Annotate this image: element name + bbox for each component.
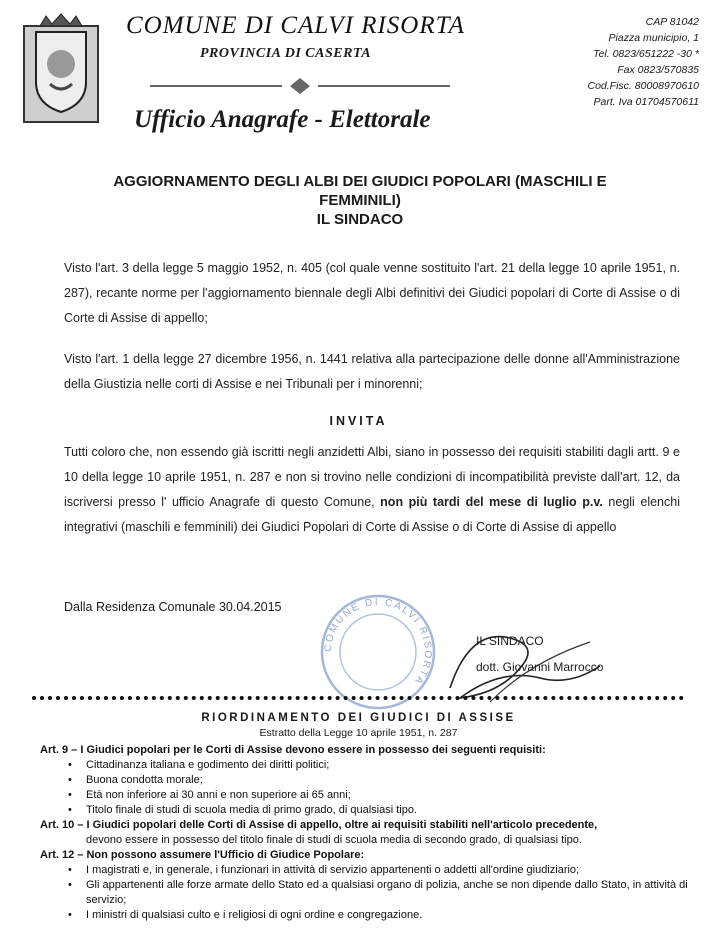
list-item: • Età non inferiore ai 30 anni e non superiore ai 65 anni; xyxy=(86,788,690,803)
signature-name: dott. Giovanni Marrocco xyxy=(476,660,604,674)
contact-tax-code: Cod.Fisc. 80008970610 xyxy=(587,80,699,92)
invitation-text-a: Tutti coloro che, non essendo già iscritti negli anzidetti Albi, siano in possesso dei requisiti stabiliti dagli artt. 9 e 10 della legge 10 aprile 1951, n. 287 e non si trovino nelle condizioni di incompatibilità previste dall'art. 12, da iscriversi presso l' ufficio Anagrafe di questo Comune, xyxy=(64,445,680,509)
contact-vat: Part. Iva 01704570611 xyxy=(593,96,699,108)
office-name: Ufficio Anagrafe - Elettorale xyxy=(134,106,431,133)
art12-list xyxy=(40,863,690,923)
notice-title-line3: IL SINDACO xyxy=(316,211,404,228)
art10-heading: Art. 10 – I Giudici popolari delle Corti di Assise di appello, oltre ai requisiti stabiliti nell'articolo precedente, xyxy=(40,819,598,831)
invitation-text-b: negli elenchi integrativi (maschili e femminili) dei Giudici Popolari di Corte di Assise o di Corte di Assise di appello xyxy=(64,495,680,534)
reorg-subtitle: Estratto della Legge 10 aprile 1951, n. 287 xyxy=(259,727,458,739)
paragraph-legal-reference-1: Visto l'art. 3 della legge 5 maggio 1952, n. 405 (col quale venne sostituito l'art. 21 della legge 10 aprile 1951, n. 287), recante norme per l'aggiornamento biennale degli Albi definitivi dei Giudici popolari di Corte di Assise o di Corte di Assise di appello; xyxy=(64,261,680,325)
art12-heading: Art. 12 – Non possono assumere l'Ufficio di Giudice Popolare: xyxy=(40,849,365,861)
list-item: • I magistrati e, in generale, i funzionari in attività di servizio appartenenti o addetti all'ordine giudiziario; xyxy=(86,863,690,878)
list-item: • Gli appartenenti alle forze armate dello Stato ed a qualsiasi organo di polizia, anche se non dipende dallo Stato, in attività di servizio; xyxy=(86,878,690,908)
art10-continuation: devono essere in possesso del titolo finale di studi di scuola media di secondo grado, di qualsiasi tipo. xyxy=(86,834,582,846)
invitation-deadline: non più tardi del mese di luglio p.v. xyxy=(380,495,603,509)
contact-phone: Tel. 0823/651222 -30 * xyxy=(593,48,699,60)
notice-title xyxy=(40,172,680,229)
art9-heading: Art. 9 – I Giudici popolari per le Corti di Assise devono essere in possesso dei seguenti requisiti: xyxy=(40,744,546,756)
notice-title-line2: FEMMINILI) xyxy=(319,192,401,209)
contact-cap: CAP 81042 xyxy=(645,16,699,28)
ornamental-divider xyxy=(150,78,450,94)
paragraph-legal-reference-2: Visto l'art. 1 della legge 27 dicembre 1956, n. 1441 relativa alla partecipazione delle donne all'Amministrazione della Giustizia nelle corti di Assise e nei Tribunali per i minorenni; xyxy=(64,352,680,391)
article-list xyxy=(40,743,690,923)
paragraph-invitation xyxy=(64,440,680,540)
province-name: PROVINCIA DI CASERTA xyxy=(200,46,372,61)
handwritten-signature xyxy=(420,618,620,708)
signature-title: IL SINDACO xyxy=(476,634,544,648)
list-item: • I ministri di qualsiasi culto e i religiosi di ogni ordine e congregazione. xyxy=(86,908,690,923)
municipal-crest-icon xyxy=(22,12,100,124)
contact-fax: Fax 0823/570835 xyxy=(617,64,699,76)
list-item: • Buona condotta morale; xyxy=(86,773,690,788)
contact-block xyxy=(588,14,700,110)
town-name: COMUNE DI CALVI RISORTA xyxy=(126,12,465,39)
list-item: • Titolo finale di studi di scuola media di primo grado, di qualsiasi tipo. xyxy=(86,803,690,818)
invita-heading: INVITA xyxy=(329,414,388,428)
notice-title-line1: AGGIORNAMENTO DEGLI ALBI DEI GIUDICI POPOLARI (MASCHILI E xyxy=(113,173,607,190)
stamp-text: COMUNE DI CALVI RISORTA xyxy=(322,596,434,688)
list-item: • Cittadinanza italiana e godimento dei diritti politici; xyxy=(86,758,690,773)
issue-date: Dalla Residenza Comunale 30.04.2015 xyxy=(64,600,282,614)
contact-address: Piazza municipio, 1 xyxy=(608,32,699,44)
art9-list xyxy=(40,758,690,818)
section-divider xyxy=(32,696,684,700)
reorg-title: RIORDINAMENTO DEI GIUDICI DI ASSISE xyxy=(201,712,516,724)
